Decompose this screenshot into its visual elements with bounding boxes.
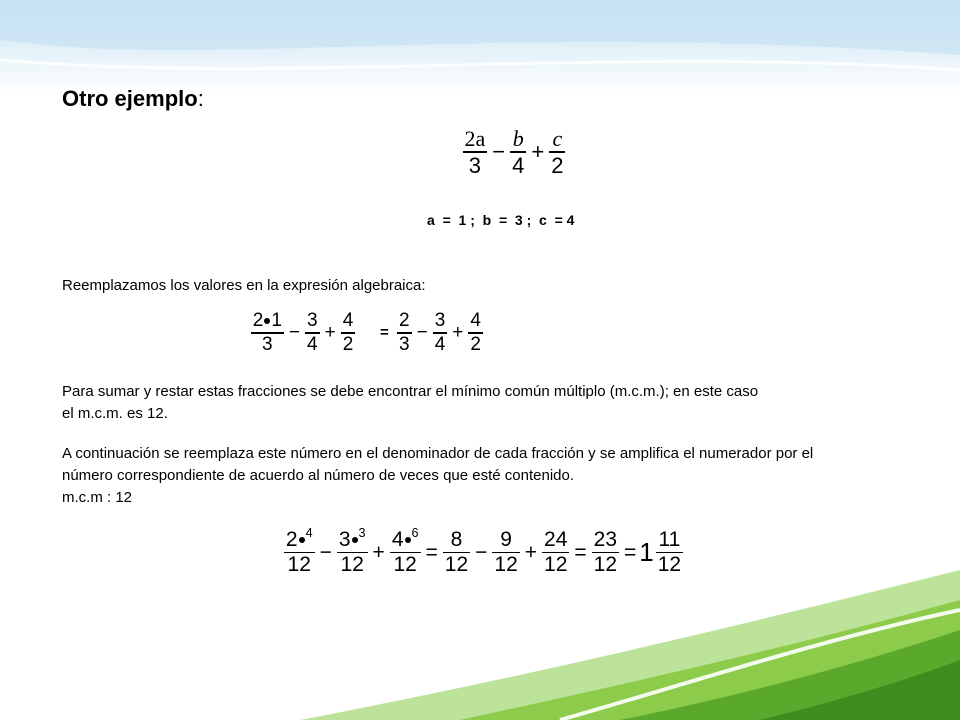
numerator: 2a	[464, 126, 486, 152]
denominator: 4	[434, 333, 446, 355]
mixed-whole-number: 1	[639, 537, 654, 567]
fraction-23-12	[592, 529, 619, 577]
title-text: Otro ejemplo	[62, 86, 198, 111]
denominator: 12	[544, 553, 568, 577]
fraction-24-12	[542, 529, 569, 577]
denominator: 4	[512, 152, 525, 178]
multiplier: 3	[358, 525, 366, 540]
equals-operator: =	[425, 540, 438, 564]
header-decoration	[0, 0, 960, 92]
numerator	[284, 525, 315, 551]
denominator: 2	[551, 152, 564, 178]
numerator: b	[512, 126, 524, 152]
denominator: 2	[470, 333, 481, 355]
multiply-dot-icon	[405, 537, 411, 543]
fraction-3-4	[433, 311, 448, 354]
denominator: 2	[342, 333, 354, 355]
mcm-value: m.c.m : 12	[62, 489, 133, 506]
factor-a: 2	[252, 310, 264, 332]
plus-operator: +	[324, 322, 336, 343]
fraction-4-2	[341, 311, 356, 354]
fraction-2-times-1-over-3	[251, 311, 284, 354]
numerator	[251, 311, 284, 331]
denominator: 3	[468, 152, 481, 178]
fraction-b-4	[510, 127, 526, 177]
denominator: 12	[340, 553, 364, 577]
algebraic-expression	[457, 121, 571, 183]
denominator: 12	[444, 553, 469, 577]
plus-operator: +	[531, 139, 545, 164]
numerator: 23	[593, 527, 618, 551]
plus-operator: +	[452, 322, 464, 343]
paragraph-mcm-line1: Para sumar y restar estas fracciones se debe encontrar el mínimo común múltiplo (m.c.m.); en este caso	[62, 383, 759, 400]
numerator: 3	[434, 310, 446, 332]
multiply-dot-icon	[264, 318, 270, 324]
paragraph-amplify-line2: número correspondiente de acuerdo al número de veces que esté contenido.	[62, 467, 574, 484]
minus-operator: −	[416, 322, 428, 343]
numerator: 9	[500, 527, 512, 551]
replace-instruction: Reemplazamos los valores en la expresión algebraica:	[62, 277, 426, 294]
multiply-dot-icon	[352, 537, 358, 543]
fraction-c-2	[549, 127, 565, 177]
fraction-2a-3	[463, 127, 488, 177]
numerator-value: 3	[338, 527, 351, 551]
numerator: 24	[544, 527, 568, 551]
title-colon: :	[197, 86, 204, 111]
numerator: 8	[450, 527, 463, 551]
equals-operator: =	[574, 540, 587, 564]
minus-operator: −	[319, 540, 332, 564]
denominator: 4	[307, 333, 318, 355]
multiplier: 4	[305, 525, 313, 540]
denominator: 3	[399, 333, 410, 355]
denominator: 12	[287, 553, 311, 577]
fraction-3-4	[305, 311, 320, 354]
slide-title	[62, 86, 204, 112]
denominator: 12	[494, 553, 518, 577]
minus-operator: −	[288, 322, 300, 343]
multiplier: 6	[411, 525, 419, 540]
numerator: c	[552, 126, 563, 152]
denominator: 12	[657, 553, 682, 577]
numerator	[337, 525, 368, 551]
plus-operator: +	[372, 540, 385, 564]
fraction-4-sup6-12	[390, 525, 421, 577]
fraction-2-sup4-12	[284, 525, 315, 577]
multiply-dot-icon	[299, 537, 305, 543]
simplified-expression	[395, 307, 485, 359]
equals-sign: =	[380, 324, 389, 341]
substituted-expression	[246, 307, 360, 359]
numerator: 4	[470, 310, 481, 332]
minus-operator: −	[492, 139, 506, 164]
fraction-3-sup3-12	[337, 525, 368, 577]
variable-values: a = 1 ; b = 3 ; c = 4	[427, 212, 575, 228]
numerator: 11	[658, 527, 681, 551]
denominator: 3	[262, 333, 273, 355]
denominator: 12	[593, 553, 618, 577]
fraction-2-3	[397, 311, 412, 354]
paragraph-mcm-line2: el m.c.m. es 12.	[62, 405, 168, 422]
fraction-11-12	[656, 529, 683, 577]
numerator: 2	[399, 310, 410, 332]
fraction-8-12	[443, 529, 470, 577]
denominator: 12	[393, 553, 417, 577]
plus-operator: +	[524, 540, 538, 564]
numerator-value: 4	[391, 527, 404, 551]
fraction-4-2	[468, 311, 483, 354]
numerator: 3	[307, 310, 318, 332]
numerator: 4	[342, 310, 354, 332]
numerator-value: 2	[285, 527, 298, 551]
green-wave-decoration	[0, 560, 960, 720]
minus-operator: −	[475, 540, 488, 564]
fraction-9-12	[492, 529, 519, 577]
numerator	[390, 525, 421, 551]
equals-operator: =	[624, 540, 637, 564]
paragraph-amplify-line1: A continuación se reemplaza este número en el denominador de cada fracción y se amplifica el numerador por el	[62, 445, 814, 462]
final-computation	[265, 521, 702, 584]
factor-b: 1	[271, 310, 282, 332]
